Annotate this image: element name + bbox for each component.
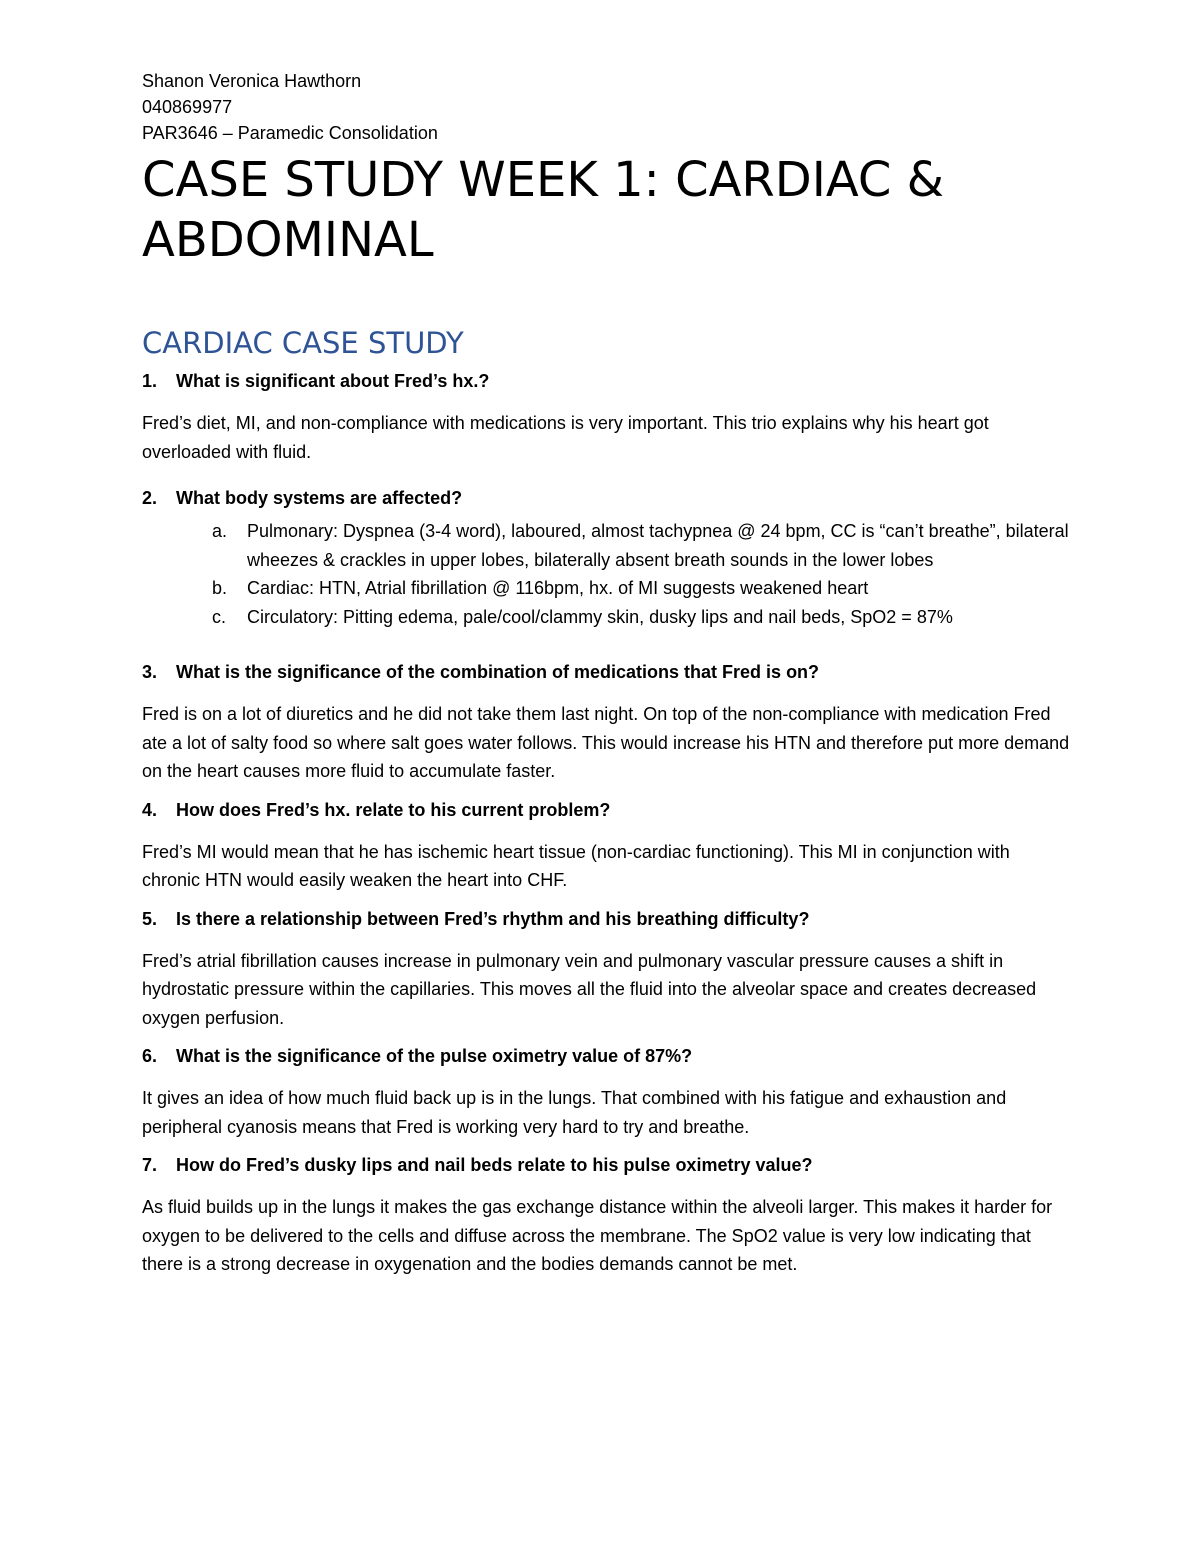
question-number: 7. xyxy=(142,1155,158,1175)
author-name: Shanon Veronica Hawthorn xyxy=(142,71,362,91)
question-text: What body systems are affected? xyxy=(176,488,463,508)
student-id: 040869977 xyxy=(142,97,233,117)
list-item xyxy=(212,574,1072,603)
question-text: What is significant about Fred’s hx.? xyxy=(176,371,490,391)
question-3 xyxy=(142,658,1072,686)
question-text: How does Fred’s hx. relate to his current problem? xyxy=(176,799,611,820)
question-text: What is the significance of the combination of medications that Fred is on? xyxy=(176,662,820,682)
question-2 xyxy=(142,484,1072,512)
question-number: 4. xyxy=(142,799,158,820)
question-number: 5. xyxy=(142,908,158,929)
course-name: PAR3646 – Paramedic Consolidation xyxy=(142,123,438,143)
answer-5: Fred’s atrial fibrillation causes increase in pulmonary vein and pulmonary vascular pressure causes a shift in hydrostatic pressure within the capillaries. This moves all the fluid into the alveolar space and creates decreased oxygen perfusion. xyxy=(142,950,1037,1028)
answer-6: It gives an idea of how much fluid back up is in the lungs. That combined with his fatigue and exhaustion and peripheral cyanosis means that Fred is working very hard to try and breathe. xyxy=(142,1088,1007,1137)
section-heading: CARDIAC CASE STUDY xyxy=(142,326,464,360)
answer-1: Fred’s diet, MI, and non-compliance with medications is very important. This trio explains why his heart got overloaded with fluid. xyxy=(142,413,989,462)
list-item xyxy=(212,603,1072,632)
document-body xyxy=(142,68,1072,1279)
answer-3: Fred is on a lot of diuretics and he did not take them last night. On top of the non-compliance with medication Fred ate a lot of salty food so where salt goes water follows. This would increase his HTN and therefore put more demand on the heart causes more fluid to accumulate faster. xyxy=(142,704,1070,781)
list-item-letter: c. xyxy=(212,606,227,627)
question-text: How do Fred’s dusky lips and nail beds relate to his pulse oximetry value? xyxy=(176,1155,813,1175)
document-title: CASE STUDY WEEK 1: CARDIAC & ABDOMINAL xyxy=(142,152,945,268)
list-item-letter: b. xyxy=(212,578,228,598)
question-text: Is there a relationship between Fred’s rhythm and his breathing difficulty? xyxy=(176,908,810,929)
list-item-text: Pulmonary: Dyspnea (3-4 word), laboured, almost tachypnea @ 24 bpm, CC is “can’t breathe”, bilateral wheezes & crackles in upper lobes, bilaterally absent breath sounds in the lower lobes xyxy=(247,521,1069,570)
question-4 xyxy=(142,796,1072,824)
list-item-text: Circulatory: Pitting edema, pale/cool/clammy skin, dusky lips and nail beds, SpO2 = 87% xyxy=(247,606,953,627)
question-6 xyxy=(142,1042,1072,1070)
answer-7: As fluid builds up in the lungs it makes the gas exchange distance within the alveoli larger. This makes it harder for oxygen to be delivered to the cells and diffuse across the membrane. The SpO2 value is very low indicating that there is a strong decrease in oxygenation and the bodies demands cannot be met. xyxy=(142,1197,1053,1274)
question-5 xyxy=(142,905,1072,933)
question-1 xyxy=(142,367,1072,395)
question-number: 2. xyxy=(142,488,158,508)
list-item-letter: a. xyxy=(212,521,228,541)
question-number: 3. xyxy=(142,662,158,682)
question-7 xyxy=(142,1151,1072,1179)
list-item xyxy=(212,517,1072,574)
affected-systems-list xyxy=(142,517,1072,631)
question-number: 6. xyxy=(142,1046,158,1066)
list-item-text: Cardiac: HTN, Atrial fibrillation @ 116bpm, hx. of MI suggests weakened heart xyxy=(247,578,869,598)
answer-4: Fred’s MI would mean that he has ischemic heart tissue (non-cardiac functioning). This MI in conjunction with chronic HTN would easily weaken the heart into CHF. xyxy=(142,841,1010,890)
question-text: What is the significance of the pulse oximetry value of 87%? xyxy=(176,1046,693,1066)
question-number: 1. xyxy=(142,371,158,391)
